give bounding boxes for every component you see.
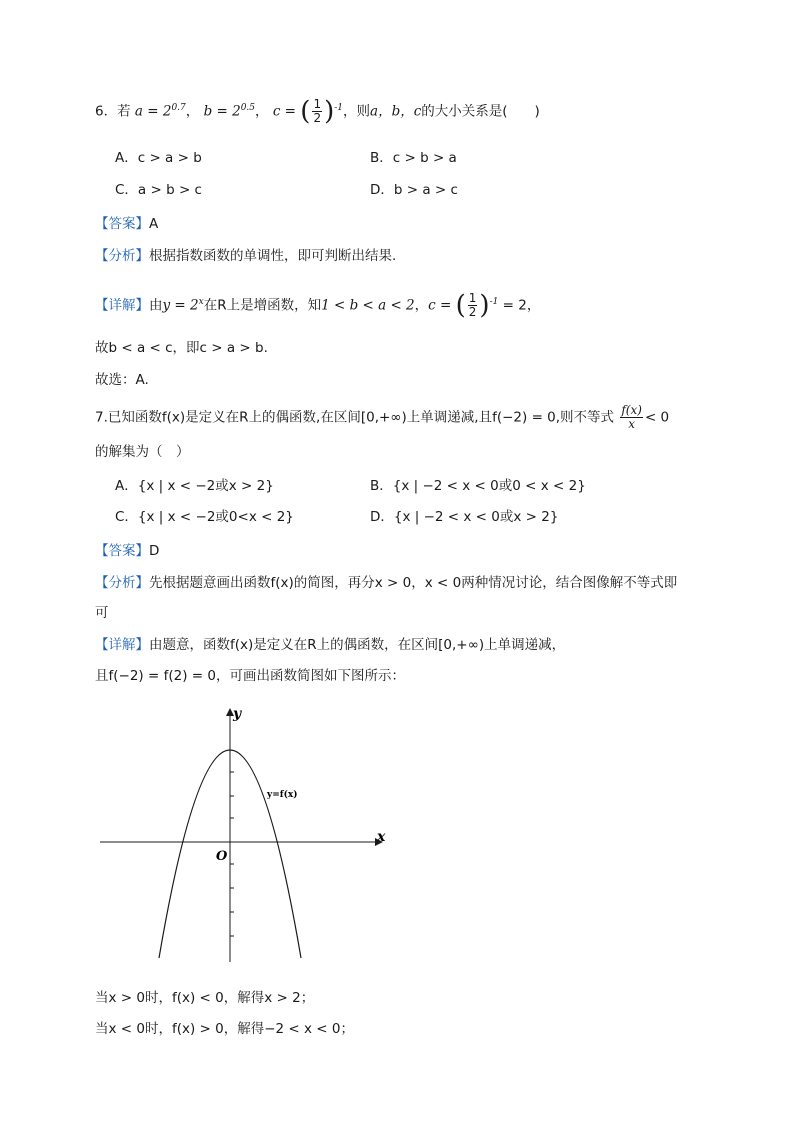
inequality-fraction: $\frac{f(x)}{x}$ bbox=[621, 403, 642, 431]
q6-option-c: C．a > b > c bbox=[115, 182, 202, 198]
q7-answer: 【答案】D bbox=[95, 543, 160, 559]
q7-stem-line-2: 的解集为（ ） bbox=[95, 444, 190, 460]
q6-number: 6． bbox=[95, 103, 118, 120]
q6-detail-line-1: 【详解】由$y = 2^x$在R上是增函数，知1 < b < a < 2，c = ( $\frac{1}{2}$ )$^{-1}$ = 2， bbox=[95, 290, 541, 321]
q7-option-a: A．{x | x < −2或x > 2} bbox=[115, 478, 274, 494]
x-axis-label: x bbox=[377, 829, 386, 845]
q6-detail-line-2: 故b < a < c，即c > a > b. bbox=[95, 340, 268, 356]
q7-option-b: B．{x | −2 < x < 0或0 < x < 2} bbox=[370, 478, 586, 494]
fraction-one-half: $\frac{1}{2}$ bbox=[313, 97, 322, 125]
q7-option-c: C．{x | x < −2或0<x < 2} bbox=[115, 509, 294, 525]
q6-option-b: B．c > b > a bbox=[370, 150, 457, 166]
y-axis-ticks bbox=[230, 772, 234, 936]
q6-option-a: A．c > a > b bbox=[115, 150, 202, 166]
q7-analysis-line-1: 【分析】先根据题意画出函数f(x)的简图，再分x > 0，x < 0两种情况讨论，结合图像解不等式即 bbox=[95, 575, 678, 591]
q7-detail-line-2: 且f(−2) = f(2) = 0，可画出函数简图如下图所示： bbox=[95, 668, 405, 684]
q6-stem: 6．若 $a = 2^{0.7}$， $b = 2^{0.5}$， c = ( $\frac{1}{2}$ )$^{-1}$，则a，b，c的大小关系是( ) bbox=[95, 96, 540, 127]
q6-option-d: D．b > a > c bbox=[370, 182, 458, 198]
fraction-one-half-detail: $\frac{1}{2}$ bbox=[468, 291, 477, 319]
q7-case-2: 当x < 0时，f(x) > 0，解得−2 < x < 0； bbox=[95, 1021, 354, 1037]
q6-analysis: 【分析】根据指数函数的单调性，即可判断出结果. bbox=[95, 248, 397, 264]
q7-analysis-line-2: 可 bbox=[95, 605, 109, 621]
q6-answer: 【答案】A bbox=[95, 216, 159, 232]
origin-label: O bbox=[216, 849, 228, 864]
curve-label: y=f(x) bbox=[267, 790, 298, 800]
q7-number: 7. bbox=[95, 409, 108, 426]
q7-option-d: D．{x | −2 < x < 0或x > 2} bbox=[370, 509, 559, 525]
q7-detail-line-1: 【详解】由题意，函数f(x)是定义在R上的偶函数，在区间[0,+∞)上单调递减， bbox=[95, 637, 566, 653]
q7-case-1: 当x > 0时，f(x) < 0，解得x > 2； bbox=[95, 990, 315, 1006]
function-graph bbox=[95, 700, 395, 970]
q7-stem-line-1: 7.已知函数f(x)是定义在R上的偶函数,在区间[0,+∞)上单调递减,且f(−2) = 0,则不等式 $\frac{f(x)}{x}$ < 0 bbox=[95, 403, 670, 431]
y-axis-label: y bbox=[233, 706, 242, 722]
q6-detail-line-3: 故选：A. bbox=[95, 372, 149, 388]
